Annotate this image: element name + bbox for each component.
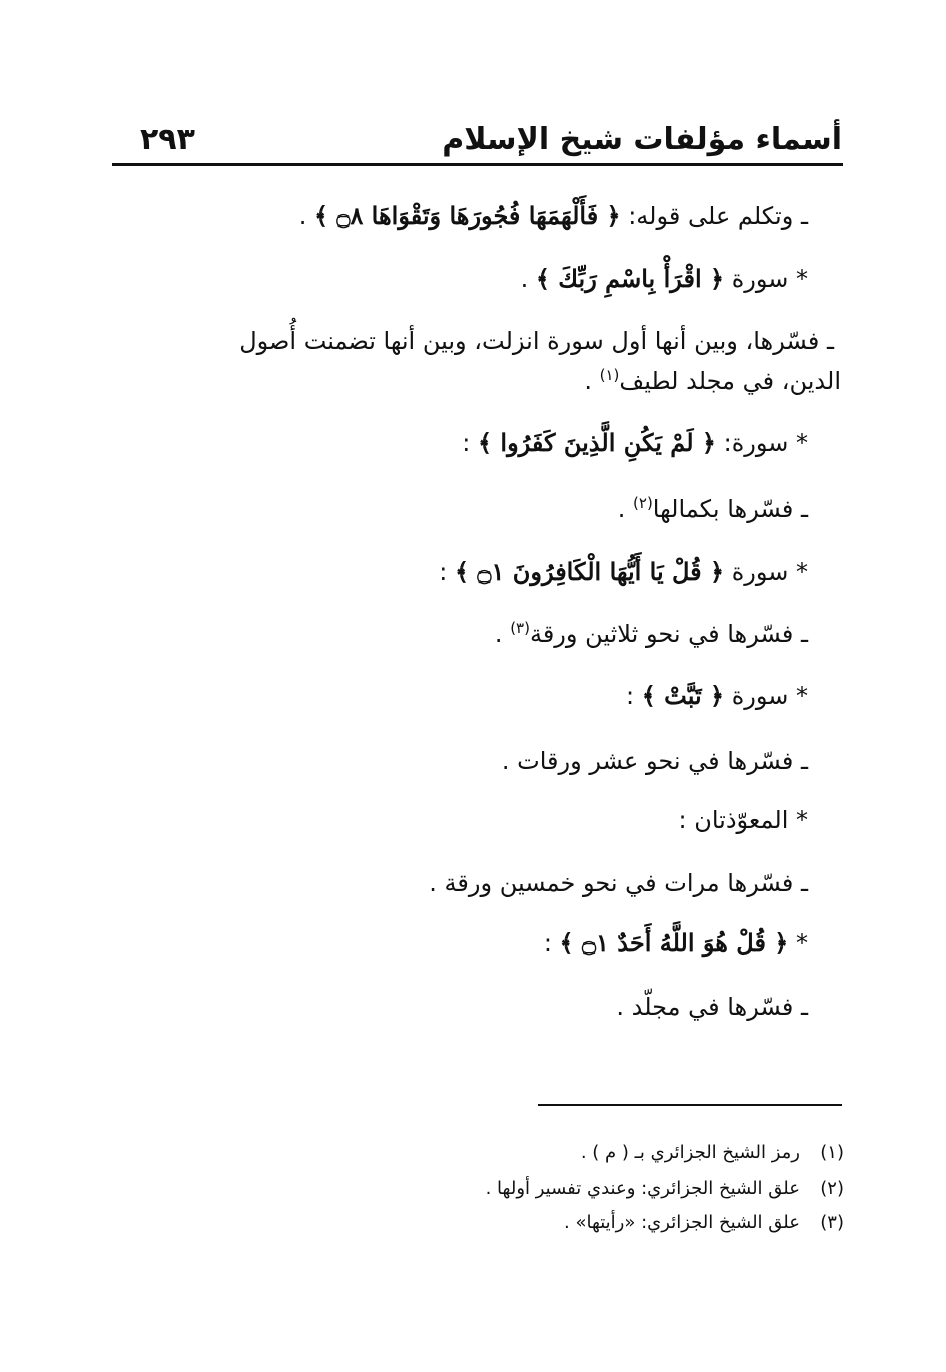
text-line-1 (299, 200, 808, 232)
line-suffix: : (626, 682, 642, 710)
quran-verse: ﴿ لَمْ يَكُنِ الَّذِينَ كَفَرُوا ﴾ (478, 428, 716, 457)
surah-heading-alaq (521, 263, 808, 295)
line-prefix: ـ فسّرها بكمالها (652, 495, 808, 523)
text-line-11 (429, 867, 808, 899)
paragraph-line-2 (584, 365, 841, 397)
line-suffix: : (439, 558, 455, 586)
line-suffix: . (584, 367, 600, 395)
footnote-ref-1: (١) (599, 366, 620, 384)
line-prefix: * سورة: (715, 429, 808, 457)
footnote-number: (١) (820, 1142, 844, 1163)
page-title: أسماء مؤلفات شيخ الإسلام (442, 122, 842, 157)
footnote-ref-3: (٣) (510, 619, 530, 637)
line-text: ـ فسّرها في نحو عشر ورقات . (501, 747, 808, 775)
footnote-number: (٢) (820, 1178, 844, 1199)
page-number: ٢٩٣ (140, 122, 195, 157)
heading-muawwidhatan (679, 804, 808, 836)
line-prefix: ـ وتكلم على قوله: (620, 202, 808, 230)
paragraph-text: ـ فسّرها، وبين أنها أول سورة انزلت، وبين أنها تضمنت أُصول (239, 327, 834, 355)
header-divider (112, 163, 843, 166)
line-prefix: ـ فسّرها في نحو ثلاثين ورقة (529, 620, 808, 648)
line-text: ـ فسّرها مرات في نحو خمسين ورقة . (429, 869, 808, 897)
footnote-text: رمز الشيخ الجزائري بـ ( م ) . (580, 1142, 800, 1163)
quran-verse: ﴿ تَبَّتْ ﴾ (641, 681, 725, 710)
surah-heading-masad (626, 680, 808, 712)
line-suffix: : (462, 429, 478, 457)
text-line-7 (495, 618, 808, 650)
line-prefix: * سورة (724, 558, 808, 586)
page-header (112, 118, 842, 166)
footnote-1 (581, 1140, 844, 1166)
text-line-9 (502, 745, 808, 777)
footnote-number: (٣) (820, 1212, 844, 1233)
footnote-text: علق الشيخ الجزائري: وعندي تفسير أولها . (485, 1178, 800, 1199)
paragraph-line-1 (239, 325, 834, 357)
quran-verse: ﴿ قُلْ يَا أَيُّهَا الْكَافِرُونَ ۝١ ﴾ (455, 557, 725, 586)
line-suffix: . (298, 202, 314, 230)
surah-heading-bayyinah (462, 427, 808, 459)
line-suffix: . (494, 620, 511, 648)
paragraph-text: الدين، في مجلد لطيف (619, 367, 841, 395)
quran-verse: ﴿ اقْرَأْ بِاسْمِ رَبِّكَ ﴾ (535, 264, 725, 293)
line-suffix: : (543, 929, 560, 957)
quran-verse: ﴿ قُلْ هُوَ اللَّهُ أَحَدٌ ۝١ ﴾ (559, 928, 789, 957)
footnote-3 (564, 1210, 844, 1236)
footnote-2 (486, 1176, 844, 1202)
line-prefix: * سورة (724, 682, 808, 710)
line-suffix: . (617, 495, 634, 523)
line-prefix: * سورة (724, 265, 808, 293)
footnote-divider (538, 1104, 842, 1106)
text-line-5 (618, 493, 808, 525)
line-suffix: . (520, 265, 536, 293)
footnote-ref-2: (٢) (633, 494, 653, 512)
surah-heading-kafirun (439, 556, 808, 588)
text-line-13 (616, 991, 808, 1023)
quran-verse: ﴿ فَأَلْهَمَهَا فُجُورَهَا وَتَقْوَاهَا ۝٨ ﴾ (313, 201, 621, 230)
line-prefix: * (788, 929, 808, 957)
line-text: * المعوّذتان : (678, 806, 808, 834)
footnote-text: علق الشيخ الجزائري: «رأيتها» . (564, 1212, 800, 1233)
surah-heading-ikhlas (544, 927, 808, 959)
line-text: ـ فسّرها في مجلّد . (616, 993, 808, 1021)
